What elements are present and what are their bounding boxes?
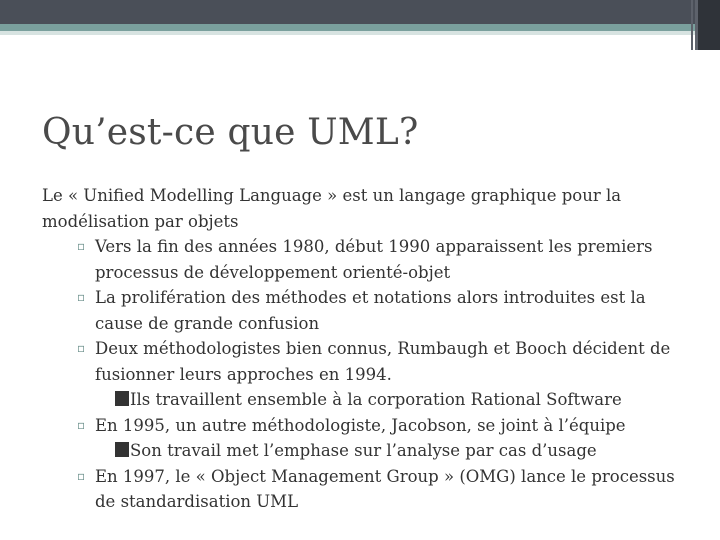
sub-bullet-text: Ils travaillent ensemble à la corporation Rational Software — [130, 390, 622, 409]
bullet-item — [77, 464, 692, 515]
square-outline-bullet-icon: ▫ — [77, 239, 86, 253]
bullet-text: Deux méthodologistes bien connus, Rumbaugh et Booch décident de fusionner leurs approches en 1994. — [95, 339, 671, 384]
sub-bullet-list — [95, 438, 692, 464]
sub-bullet-item — [115, 438, 692, 464]
square-outline-bullet-icon: ▫ — [77, 468, 86, 483]
header-light-stripe — [0, 31, 720, 35]
square-outline-bullet-icon: ▫ — [77, 290, 86, 304]
square-outline-bullet-icon: ▫ — [77, 417, 86, 432]
slide-title: Qu’est-ce que UML? — [42, 112, 419, 153]
bullet-text: Vers la fin des années 1980, début 1990 apparaissent les premiers processus de développement orienté-objet — [95, 237, 653, 282]
header-bar — [0, 0, 720, 24]
header-accent-stripe — [0, 24, 720, 31]
corner-divider — [691, 0, 693, 50]
bullet-item — [77, 234, 692, 285]
sub-bullet-item — [115, 387, 692, 413]
missing-glyph-bullet-icon — [115, 391, 129, 406]
bullet-list — [42, 234, 692, 515]
bullet-item — [77, 413, 692, 464]
sub-bullet-list — [95, 387, 692, 413]
corner-block — [698, 0, 720, 50]
intro-text: Le « Unified Modelling Language » est un langage graphique pour la modélisation par objets — [42, 186, 622, 231]
bullet-text: En 1995, un autre méthodologiste, Jacobson, se joint à l’équipe — [95, 415, 626, 435]
missing-glyph-bullet-icon — [115, 442, 129, 457]
bullet-item — [77, 285, 692, 336]
slide-body — [42, 183, 692, 515]
bullet-item — [77, 336, 692, 413]
sub-bullet-text: Son travail met l’emphase sur l’analyse par cas d’usage — [130, 441, 597, 460]
square-outline-bullet-icon: ▫ — [77, 341, 86, 355]
bullet-text: La prolifération des méthodes et notations alors introduites est la cause de grande confusion — [95, 288, 646, 333]
bullet-text: En 1997, le « Object Management Group » (OMG) lance le processus de standardisation UML — [95, 466, 675, 511]
